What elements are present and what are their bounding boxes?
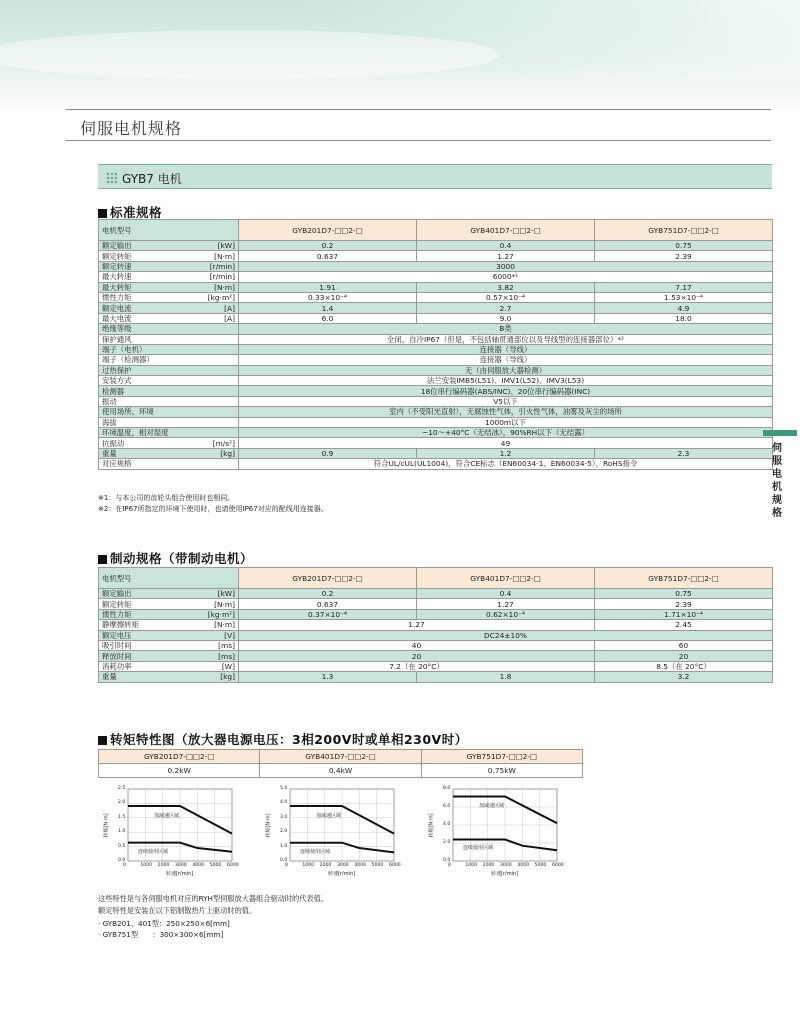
std-row-label [99, 428, 239, 438]
std-cell: 1.53×10⁻⁴ [595, 292, 773, 302]
brake-row-label [99, 630, 239, 640]
std-cell: 无（由伺服放大器检测） [239, 365, 773, 375]
std-row-name: 端子（检测器） [102, 355, 154, 365]
std-row-label [99, 365, 239, 375]
std-row-name: 检测器 [102, 386, 125, 396]
std-row [99, 459, 773, 469]
std-model-3: GYB751D7-□□2-□ [595, 220, 773, 241]
brake-cell: 1.71×10⁻⁴ [595, 609, 773, 619]
brake-spec-table [98, 567, 773, 683]
std-cell: 1.27 [417, 251, 595, 261]
std-row-unit: [A] [224, 313, 235, 323]
torque-model-3: GYB751D7-□□2-□ [421, 750, 582, 764]
std-row-name: 绝缘等级 [102, 324, 132, 334]
std-row-name: 保护通风 [102, 334, 132, 344]
std-row-name: 过热保护 [102, 365, 132, 375]
std-cell: 7.17 [595, 282, 773, 292]
brake-row-label [99, 661, 239, 671]
y-tick-label: 4.0 [280, 800, 288, 806]
x-tick-label: 0 [285, 863, 288, 868]
std-row-name: 端子（电机） [102, 345, 147, 355]
std-row [99, 292, 773, 302]
std-note-1: ※1：与本公司的齿轮头组合使用时也相同。 [98, 494, 235, 502]
std-row-name: 重量 [102, 449, 117, 458]
x-tick-label: 4000 [517, 863, 530, 868]
x-tick-label: 3000 [500, 863, 512, 868]
std-row-label [99, 251, 239, 261]
x-tick-label: 2000 [157, 863, 170, 868]
torque-chart-2 [262, 783, 412, 881]
brake-model-2: GYB401D7-□□2-□ [417, 568, 595, 589]
y-tick-label: 2.0 [118, 800, 126, 806]
brake-cell: 1.8 [417, 672, 595, 682]
brake-cell: 20 [595, 651, 773, 661]
std-row [99, 251, 773, 261]
std-row-unit: [N·m] [214, 251, 235, 261]
std-row [99, 386, 773, 396]
zone-continuous-label: 连续使用区域 [300, 848, 331, 855]
brake-row-label [99, 620, 239, 630]
std-cell: 3000 [239, 261, 773, 271]
std-row-label [99, 344, 239, 354]
std-row-unit: [kW] [217, 241, 235, 251]
zone-accel-label: 加减速区域 [316, 812, 342, 819]
std-row [99, 344, 773, 354]
std-cell: 18位串行编码器(ABS/INC)、20位串行编码器(INC) [239, 386, 773, 396]
std-row-label [99, 324, 239, 334]
x-axis-label: 转速[r/min] [491, 871, 519, 877]
brake-cell: 1.3 [239, 672, 417, 682]
std-row-name: 最大电流 [102, 313, 132, 323]
brake-row-name: 额定转矩 [102, 599, 132, 609]
x-tick-label: 1000 [140, 863, 153, 868]
std-row [99, 334, 773, 344]
y-tick-label: 1.0 [280, 843, 288, 849]
header-banner [0, 0, 800, 108]
std-cell: 0.9 [239, 448, 417, 458]
x-tick-label: 0 [448, 863, 451, 868]
std-header-row [99, 220, 773, 241]
std-row-label [99, 261, 239, 271]
std-row-label [99, 407, 239, 417]
y-axis-label: 转矩[N·m] [265, 813, 272, 838]
brake-row [99, 589, 773, 599]
y-axis-label: 转矩[N·m] [428, 813, 435, 838]
std-cell: 1.4 [239, 303, 417, 313]
brake-row [99, 672, 773, 682]
y-tick-label: 0.5 [118, 843, 126, 849]
brake-row-name: 额定电压 [102, 630, 132, 640]
section-bar [98, 164, 772, 189]
std-cell: 1.2 [417, 448, 595, 458]
std-cell: V5以下 [239, 396, 773, 406]
brake-row-unit: [N·m] [214, 599, 235, 609]
std-row-label [99, 334, 239, 344]
brake-cell: DC24±10% [239, 630, 773, 640]
brake-row [99, 599, 773, 609]
y-tick-label: 6.0 [443, 804, 451, 809]
x-tick-label: 2000 [319, 863, 332, 868]
torque-model-table [98, 749, 583, 778]
brake-row-unit: [V] [224, 630, 235, 640]
std-row [99, 282, 773, 292]
brake-row-name: 吸引时间 [102, 641, 132, 651]
brake-row-name: 消耗功率 [102, 661, 132, 671]
std-cell: 全闭，自冷IP67（但是，不包括轴贯通部位以及导线型的连接器部位）*² [239, 334, 773, 344]
std-row-name: 对应规格 [102, 459, 132, 469]
brake-row-unit: [W] [221, 661, 235, 671]
std-heading: 标准规格 [98, 203, 162, 221]
brake-row-label [99, 609, 239, 619]
std-col-label: 电机型号 [99, 220, 239, 241]
std-row-label [99, 282, 239, 292]
brake-cell: 40 [239, 640, 595, 650]
std-row-name: 额定电流 [102, 303, 132, 313]
std-row-unit: [kg·m²] [207, 293, 235, 303]
top-rule [66, 109, 771, 110]
std-row [99, 376, 773, 386]
brake-cell: 0.4 [417, 589, 595, 599]
x-axis-label: 转速[r/min] [328, 871, 356, 877]
std-row [99, 261, 773, 271]
std-row-label [99, 459, 239, 469]
std-row [99, 396, 773, 406]
torque-note-4: · GYB751型 ：300×300×6[mm] [98, 930, 224, 939]
std-row-name: 惯性力矩 [102, 293, 132, 303]
zone-accel-label: 加减速区域 [479, 803, 505, 810]
brake-row-label [99, 672, 239, 682]
std-row [99, 428, 773, 438]
brake-row-name: 静摩擦转矩 [102, 620, 139, 630]
x-tick-label: 5000 [534, 863, 547, 868]
zone-continuous-label: 连续使用区域 [463, 845, 494, 852]
x-tick-label: 1000 [465, 863, 478, 868]
brake-cell: 0.75 [595, 589, 773, 599]
x-tick-label: 6000 [227, 863, 239, 868]
brake-cell: 2.39 [595, 599, 773, 609]
std-row-label [99, 396, 239, 406]
brake-row-name: 重量 [102, 672, 117, 682]
torque-note-3: · GYB201、401型：250×250×6[mm] [98, 919, 230, 928]
std-cell: −10～+40°C（无结冰），90%RH以下（无结露） [239, 428, 773, 438]
std-row-label [99, 241, 239, 251]
torque-chart-1 [100, 783, 250, 881]
std-cell: 符合UL/cUL(UL1004)，符合CE标志（EN60034-1、EN60034-5），RoHS指令 [239, 459, 773, 469]
std-row [99, 324, 773, 334]
x-tick-label: 2000 [482, 863, 495, 868]
brake-row [99, 620, 773, 630]
std-row [99, 313, 773, 323]
std-cell: 4.9 [595, 303, 773, 313]
x-tick-label: 3000 [175, 863, 187, 868]
y-tick-label: 2.0 [280, 829, 288, 835]
std-row-name: 环境温度，相对湿度 [102, 428, 169, 438]
std-row-label [99, 448, 239, 458]
std-row-label [99, 355, 239, 365]
brake-cell: 20 [239, 651, 595, 661]
page-title: 伺服电机规格 [80, 119, 183, 138]
zone-continuous-label: 连续使用区域 [138, 848, 169, 855]
std-cell: 连接器（导线） [239, 344, 773, 354]
std-row [99, 417, 773, 427]
torque-model-1: GYB201D7-□□2-□ [99, 750, 260, 764]
std-cell: 0.4 [417, 241, 595, 251]
std-row-label [99, 272, 239, 282]
std-row-label [99, 292, 239, 302]
std-note-2: ※2：在IP67所指定的环境下使用时，也请使用IP67对应的配线用连接器。 [98, 505, 328, 513]
brake-cell: 2.45 [595, 620, 773, 630]
brake-row-unit: [kW] [217, 589, 235, 599]
torque-output-2: 0.4kW [260, 764, 421, 778]
std-row [99, 272, 773, 282]
y-tick-label: 0.0 [443, 858, 451, 863]
std-row-unit: [kg] [220, 449, 235, 458]
std-row-name: 振动 [102, 397, 117, 407]
std-row-name: 抗振动 [102, 438, 125, 448]
std-row-label [99, 386, 239, 396]
std-row-unit: [N·m] [214, 282, 235, 292]
std-cell: 0.637 [239, 251, 417, 261]
y-tick-label: 2.5 [118, 786, 126, 791]
std-row-unit: [m/s²] [212, 438, 235, 448]
brake-cell: 0.37×10⁻⁴ [239, 609, 417, 619]
y-tick-label: 3.0 [280, 814, 288, 820]
std-row-name: 最大转矩 [102, 282, 132, 292]
std-cell: 2.3 [595, 448, 773, 458]
x-tick-label: 5000 [371, 863, 384, 868]
side-tab-marker [763, 430, 797, 436]
torque-output-3: 0.75kW [421, 764, 582, 778]
std-row [99, 303, 773, 313]
section-title: GYB7 电机 [122, 172, 182, 186]
std-cell: 6000*¹ [239, 272, 773, 282]
std-cell: 法兰安装IMB5(L51)、IMV1(L52)、IMV3(L53) [239, 376, 773, 386]
std-cell: 18.0 [595, 313, 773, 323]
std-row-name: 最大转速 [102, 272, 132, 282]
x-tick-label: 1000 [302, 863, 315, 868]
brake-cell: 60 [595, 640, 773, 650]
brake-cell: 1.27 [239, 620, 595, 630]
torque-chart-3 [425, 783, 575, 881]
brake-header-row [99, 568, 773, 589]
std-cell: 49 [239, 438, 773, 448]
brake-cell: 0.2 [239, 589, 417, 599]
std-row-name: 安装方式 [102, 376, 132, 386]
brake-row-unit: [N·m] [214, 620, 235, 630]
std-row-name: 额定转矩 [102, 251, 132, 261]
std-row [99, 407, 773, 417]
zone-accel-label: 加减速区域 [154, 812, 180, 819]
std-cell: 6.0 [239, 313, 417, 323]
x-tick-label: 5000 [209, 863, 222, 868]
brake-col-label: 电机型号 [99, 568, 239, 589]
std-row [99, 365, 773, 375]
brake-cell: 0.637 [239, 599, 417, 609]
torque-note-1: 这些特性是与各伺服电机对应的RYH型伺服放大器组合驱动时的代表值。 [98, 894, 328, 903]
std-row-unit: [A] [224, 303, 235, 313]
std-cell: 1.91 [239, 282, 417, 292]
y-tick-label: 1.0 [118, 829, 126, 835]
brake-model-3: GYB751D7-□□2-□ [595, 568, 773, 589]
brake-row-name: 惯性力矩 [102, 609, 132, 619]
brake-cell: 7.2（在 20°C） [239, 661, 595, 671]
brake-row-label [99, 599, 239, 609]
y-tick-label: 0.0 [118, 858, 126, 863]
brake-cell: 1.27 [417, 599, 595, 609]
brake-row-unit: [kg·m²] [207, 609, 235, 619]
brake-row-name: 额定输出 [102, 589, 132, 599]
y-tick-label: 5.0 [280, 786, 288, 791]
x-tick-label: 6000 [552, 863, 564, 868]
brake-cell: 0.62×10⁻⁴ [417, 609, 595, 619]
brake-row [99, 651, 773, 661]
brake-row [99, 630, 773, 640]
brake-row [99, 640, 773, 650]
std-row-name: 使用场所、环境 [102, 407, 154, 417]
brake-cell: 3.2 [595, 672, 773, 682]
std-row [99, 438, 773, 448]
std-cell: 室内（不受阳光直射），无腐蚀性气体，引火性气体，油雾及灰尘的场所 [239, 407, 773, 417]
std-row-name: 额定输出 [102, 241, 132, 251]
brake-row-unit: [ms] [218, 641, 235, 651]
std-cell: 连接器（导线） [239, 355, 773, 365]
y-tick-label: 0.0 [280, 858, 288, 863]
x-tick-label: 4000 [192, 863, 205, 868]
brake-row-name: 释放时间 [102, 651, 132, 661]
brake-row-label [99, 640, 239, 650]
std-row-label [99, 303, 239, 313]
std-cell: 0.57×10⁻⁴ [417, 292, 595, 302]
std-row-label [99, 438, 239, 448]
torque-note-2: 额定特性是安装在以下铝制散热片上驱动时的值。 [98, 906, 257, 915]
std-cell: 0.33×10⁻⁴ [239, 292, 417, 302]
brake-row-label [99, 651, 239, 661]
x-axis-label: 转速[r/min] [166, 871, 194, 877]
brake-heading: 制动规格（带制动电机） [98, 549, 253, 567]
y-tick-label: 1.5 [118, 814, 126, 820]
std-row-unit: [r/min] [209, 272, 235, 282]
y-tick-label: 8.0 [443, 786, 451, 791]
std-row [99, 355, 773, 365]
grid-dots-icon [106, 172, 117, 183]
std-spec-table [98, 219, 773, 470]
brake-model-1: GYB201D7-□□2-□ [239, 568, 417, 589]
std-model-1: GYB201D7-□□2-□ [239, 220, 417, 241]
y-tick-label: 4.0 [443, 822, 451, 827]
std-row-label [99, 376, 239, 386]
std-row [99, 448, 773, 458]
std-cell: 2.7 [417, 303, 595, 313]
side-tab-label: 伺服电机规格 [772, 443, 782, 519]
brake-row-unit: [ms] [218, 651, 235, 661]
std-cell: B类 [239, 324, 773, 334]
torque-output-1: 0.2kW [99, 764, 260, 778]
y-tick-label: 2.0 [443, 840, 451, 845]
x-tick-label: 3000 [337, 863, 349, 868]
std-cell: 0.2 [239, 241, 417, 251]
x-tick-label: 6000 [389, 863, 401, 868]
x-tick-label: 4000 [354, 863, 367, 868]
std-cell: 2.39 [595, 251, 773, 261]
torque-model-2: GYB401D7-□□2-□ [260, 750, 421, 764]
std-cell: 0.75 [595, 241, 773, 251]
std-row-label [99, 313, 239, 323]
brake-cell: 8.5（在 20°C） [595, 661, 773, 671]
x-tick-label: 0 [123, 863, 126, 868]
std-model-2: GYB401D7-□□2-□ [417, 220, 595, 241]
std-row [99, 241, 773, 251]
brake-row-label [99, 589, 239, 599]
std-row-label [99, 417, 239, 427]
std-cell: 3.82 [417, 282, 595, 292]
std-cell: 1000m以下 [239, 417, 773, 427]
brake-row-unit: [kg] [220, 672, 235, 682]
brake-row [99, 609, 773, 619]
torque-heading: 转矩特性图（放大器电源电压：3相200V时或单相230V时） [98, 730, 468, 748]
std-row-unit: [r/min] [209, 261, 235, 271]
std-cell: 9.0 [417, 313, 595, 323]
std-row-name: 额定转速 [102, 261, 132, 271]
std-row-name: 海拔 [102, 417, 117, 427]
brake-row [99, 661, 773, 671]
y-axis-label: 转矩[N·m] [103, 813, 110, 838]
title-rule [66, 140, 771, 141]
